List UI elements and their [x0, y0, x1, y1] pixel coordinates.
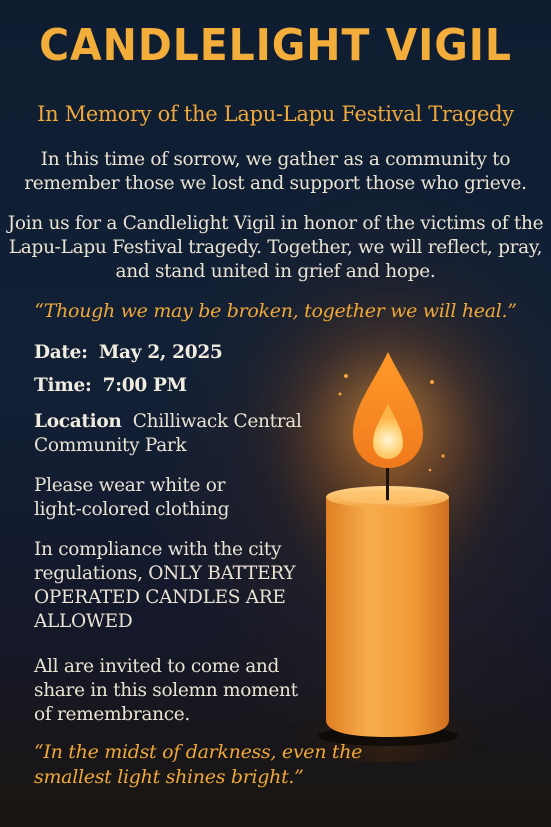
closing-paragraph: All are invited to come and share in this solemn moment of remembrance.: [34, 656, 298, 725]
intro-paragraph: In this time of sorrow, we gather as a community to remember those we lost and support those who grieve.: [24, 149, 527, 194]
poster-title: CANDLELIGHT VIGIL: [39, 20, 512, 71]
date-line: [34, 341, 324, 365]
time-value: 7:00 PM: [102, 375, 187, 396]
date-label: Date:: [34, 342, 88, 363]
location-line: [34, 410, 324, 458]
location-label: Location: [34, 411, 122, 432]
bottom-quote: “In the midst of darkness, even the smallest light shines bright.”: [34, 741, 363, 788]
location-value: Chilliwack Central Community Park: [34, 411, 302, 456]
poster-subtitle: In Memory of the Lapu-Lapu Festival Tragedy: [37, 102, 514, 126]
invitation-paragraph: Join us for a Candlelight Vigil in honor of the victims of the Lapu-Lapu Festival tragedy. Together, we will reflect, pray, and stand united in grief and hope.: [7, 213, 544, 282]
compliance-note: In compliance with the city regulations, ONLY BATTERY OPERATED CANDLES ARE ALLOWED: [34, 539, 296, 632]
top-quote: “Though we may be broken, together we will heal.”: [34, 300, 517, 322]
time-line: [34, 374, 324, 398]
time-label: Time:: [34, 375, 92, 396]
date-value: May 2, 2025: [98, 342, 223, 363]
dress-note: Please wear white or light-colored clothing: [34, 475, 230, 520]
